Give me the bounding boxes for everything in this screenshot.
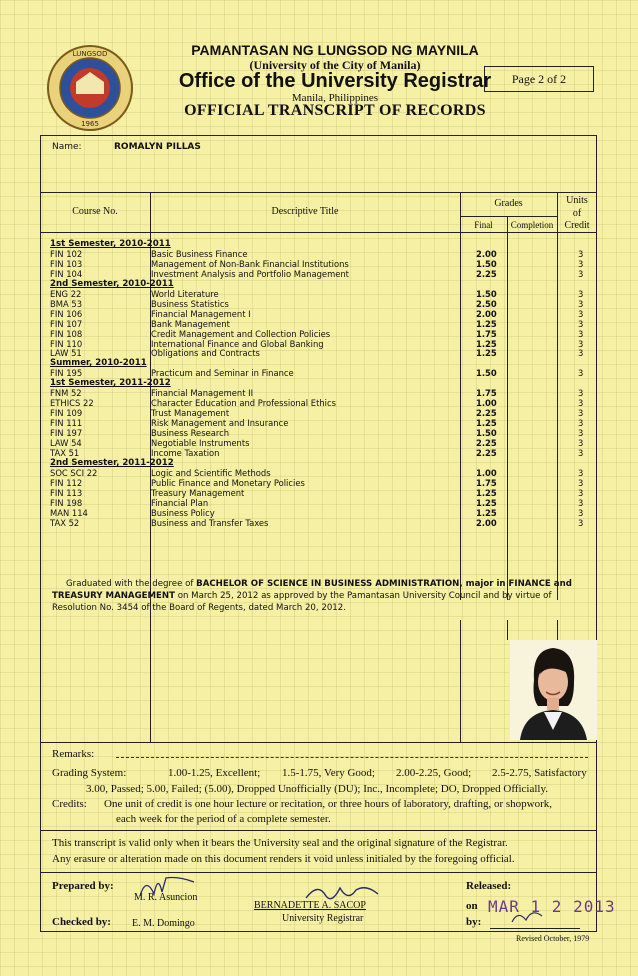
table-row (50, 348, 590, 358)
col-course-no: Course No. (72, 206, 118, 217)
course-title: Treasury Management (151, 487, 245, 498)
course-code: FIN 107 (50, 318, 83, 329)
table-row (50, 319, 590, 329)
table-row (50, 478, 590, 488)
course-code: FIN 110 (50, 338, 83, 349)
by-line (490, 928, 580, 929)
preparer-name: M. R. Asuncion (134, 892, 198, 903)
course-title: Investment Analysis and Portfolio Management (151, 268, 349, 279)
prepared-by-label: Prepared by: (52, 880, 114, 892)
table-row (50, 448, 590, 458)
course-code: TAX 52 (50, 517, 80, 528)
course-code: FIN 103 (50, 258, 83, 269)
final-grade: 2.00 (476, 248, 497, 259)
semester-heading (50, 358, 590, 368)
table-row (50, 468, 590, 478)
credit-units: 3 (578, 328, 584, 339)
course-title: Logic and Scientific Methods (151, 467, 271, 478)
course-code: FIN 112 (50, 477, 83, 488)
final-grade: 1.75 (476, 328, 497, 339)
course-title: Business Policy (151, 507, 215, 518)
remarks-label: Remarks: (52, 748, 95, 760)
table-row (50, 249, 590, 259)
course-code: FIN 109 (50, 408, 83, 419)
rule-col-title-lower (460, 620, 461, 742)
credit-units: 3 (578, 348, 584, 359)
course-title: Risk Management and Insurance (151, 418, 289, 429)
table-row (50, 309, 590, 319)
grading-other: 3.00, Passed; 5.00, Failed; (5.00), Dropped Unofficially (DU); Inc., Incomplete; DO, Dropped Officially. (86, 783, 548, 795)
table-row (50, 428, 590, 438)
col-units-of: of (572, 208, 582, 219)
final-grade: 1.00 (476, 398, 497, 409)
on-label: on (466, 900, 478, 912)
rule-remarks-bottom (40, 830, 597, 831)
semester-label: 2nd Semester, 2011-2012 (50, 457, 174, 468)
course-title: Financial Management I (151, 308, 251, 319)
credit-units: 3 (578, 428, 584, 439)
grading-good: 2.00-2.25, Good; (396, 767, 472, 779)
course-title: Character Education and Professional Ethics (151, 398, 336, 409)
table-row (50, 488, 590, 498)
course-title: Business Research (151, 428, 230, 439)
graduation-prefix: Graduated with the degree of (66, 579, 197, 589)
student-photo (510, 640, 597, 740)
university-name: PAMANTASAN NG LUNGSOD NG MAYNILA (191, 42, 479, 58)
final-grade: 1.50 (476, 288, 497, 299)
page-number-box (484, 66, 594, 92)
final-grade: 1.75 (476, 388, 497, 399)
rule-header-bottom (40, 232, 597, 233)
credit-units: 3 (578, 258, 584, 269)
course-code: FIN 113 (50, 487, 83, 498)
table-row (50, 269, 590, 279)
graduation-suffix: on March 25, 2012 as approved by the Pamantasan University Council and by virtue of Resolution No. 3454 of the Board of Regents, dated March 20, 2012. (52, 591, 552, 613)
rule-table-bottom (40, 742, 597, 743)
course-code: FIN 104 (50, 268, 83, 279)
remarks-line (116, 757, 588, 758)
final-grade: 2.25 (476, 408, 497, 419)
semester-label: 2nd Semester, 2010-2011 (50, 278, 174, 289)
final-grade: 1.25 (476, 338, 497, 349)
credit-units: 3 (578, 517, 584, 528)
final-grade: 1.50 (476, 428, 497, 439)
semester-label: 1st Semester, 2010-2011 (50, 239, 171, 249)
rule-validity-bottom (40, 872, 597, 873)
table-row (50, 289, 590, 299)
course-code: FIN 106 (50, 308, 83, 319)
course-title: Basic Business Finance (151, 248, 248, 259)
table-row (50, 438, 590, 448)
credit-units: 3 (578, 408, 584, 419)
semester-label: Summer, 2010-2011 (50, 358, 147, 369)
final-grade: 2.25 (476, 438, 497, 448)
semester-heading (50, 239, 590, 249)
city: Manila, Philippines (291, 92, 379, 104)
course-code: FNM 52 (50, 388, 82, 399)
validity-line-1: This transcript is valid only when it bears the University seal and the original signature of the Registrar. (52, 837, 508, 849)
course-title: Financial Management II (151, 388, 254, 399)
course-code: FIN 195 (50, 368, 83, 379)
released-label: Released: (466, 880, 512, 892)
table-row (50, 329, 590, 339)
table-row (50, 398, 590, 408)
final-grade: 1.25 (476, 497, 497, 508)
col-credit: Credit (564, 220, 590, 231)
name-label: Name: (52, 142, 82, 152)
col-descriptive-title: Descriptive Title (271, 206, 339, 217)
office-title: Office of the University Registrar (178, 70, 492, 92)
course-code: MAN 114 (50, 507, 88, 518)
semester-heading (50, 279, 590, 289)
course-title: Public Finance and Monetary Policies (151, 477, 305, 488)
table-row (50, 368, 590, 378)
col-final: Final (474, 220, 493, 230)
page-number: Page 2 of 2 (511, 71, 567, 86)
credit-units: 3 (578, 308, 584, 319)
final-grade: 2.00 (476, 517, 497, 528)
checker-name: E. M. Domingo (132, 918, 195, 929)
course-title: Financial Plan (151, 497, 209, 508)
grading-excellent: 1.00-1.25, Excellent; (168, 767, 261, 779)
registrar-title: University Registrar (282, 913, 364, 924)
col-units: Units (566, 195, 588, 206)
course-title: Negotiable Instruments (151, 438, 250, 448)
course-code: FIN 197 (50, 428, 83, 439)
table-row (50, 508, 590, 518)
svg-text:LUNGSOD: LUNGSOD (72, 50, 108, 58)
release-initial-icon (508, 904, 548, 928)
credit-units: 3 (578, 318, 584, 329)
rule-header-top (40, 192, 597, 193)
revised-note: Revised October, 1979 (516, 934, 590, 943)
course-title: Business Statistics (151, 298, 229, 309)
course-code: LAW 54 (50, 438, 82, 448)
course-title: Income Taxation (151, 447, 220, 458)
credit-units: 3 (578, 438, 584, 448)
credit-units: 3 (578, 507, 584, 518)
course-title: Management of Non-Bank Financial Institutions (151, 258, 349, 269)
course-title: Trust Management (151, 408, 230, 419)
course-code: FIN 108 (50, 328, 83, 339)
checked-by-label: Checked by: (52, 916, 111, 928)
course-title: International Finance and Global Banking (151, 338, 324, 349)
table-row (50, 518, 590, 528)
credit-units: 3 (578, 388, 584, 399)
course-code: BMA 53 (50, 298, 83, 309)
final-grade: 2.25 (476, 268, 497, 279)
credit-units: 3 (578, 368, 584, 379)
final-grade: 1.50 (476, 368, 497, 379)
table-row (50, 259, 590, 269)
credit-units: 3 (578, 288, 584, 299)
final-grade: 1.25 (476, 418, 497, 429)
credits-label: Credits: (52, 798, 87, 810)
student-name: ROMALYN PILLAS (114, 142, 201, 152)
credit-units: 3 (578, 477, 584, 488)
course-title: Practicum and Seminar in Finance (151, 368, 294, 379)
table-row (50, 418, 590, 428)
course-title: Bank Management (151, 318, 230, 329)
credits-line-2: each week for the period of a complete semester. (116, 813, 331, 825)
university-name-english: (University of the City of Manila) (249, 58, 421, 72)
course-title: Credit Management and Collection Policies (151, 328, 331, 339)
course-code: FIN 111 (50, 418, 83, 429)
release-date-stamp: MAR 1 2 2013 (488, 897, 616, 916)
final-grade: 1.00 (476, 467, 497, 478)
course-code: TAX 51 (50, 447, 80, 458)
credit-units: 3 (578, 487, 584, 498)
course-code: LAW 51 (50, 348, 82, 359)
final-grade: 1.25 (476, 487, 497, 498)
grading-label: Grading System: (52, 767, 127, 779)
col-grades: Grades (494, 198, 523, 209)
table-row (50, 339, 590, 349)
credit-units: 3 (578, 248, 584, 259)
by-label: by: (466, 916, 482, 928)
svg-text:1965: 1965 (81, 120, 99, 128)
document-title: OFFICIAL TRANSCRIPT OF RECORDS (184, 102, 486, 119)
credit-units: 3 (578, 418, 584, 429)
semester-label: 1st Semester, 2011-2012 (50, 378, 171, 389)
grading-very-good: 1.5-1.75, Very Good; (282, 767, 375, 779)
course-code: SOC SCI 22 (50, 467, 98, 478)
rule-col-final-lower (507, 620, 508, 640)
course-title: Business and Transfer Taxes (151, 517, 269, 528)
credit-units: 3 (578, 497, 584, 508)
credit-units: 3 (578, 398, 584, 409)
table-row (50, 388, 590, 398)
table-row (50, 408, 590, 418)
university-seal-icon (46, 44, 134, 132)
credit-units: 3 (578, 467, 584, 478)
final-grade: 1.75 (476, 477, 497, 488)
credit-units: 3 (578, 338, 584, 349)
semester-heading (50, 378, 590, 388)
credits-line-1: One unit of credit is one hour lecture or recitation, or three hours of laboratory, drafting, or shopwork, (104, 798, 553, 810)
course-code: FIN 198 (50, 497, 83, 508)
course-code: FIN 102 (50, 248, 83, 259)
grading-satisfactory: 2.5-2.75, Satisfactory (492, 767, 587, 779)
course-code: ENG 22 (50, 288, 82, 299)
final-grade: 1.50 (476, 258, 497, 269)
validity-line-2: Any erasure or alteration made on this document renders it void unless initialed by the foregoing official. (52, 853, 515, 865)
registrar-name: BERNADETTE A. SACOP (254, 900, 366, 911)
final-grade: 1.25 (476, 507, 497, 518)
final-grade: 1.25 (476, 318, 497, 329)
final-grade: 1.25 (476, 348, 497, 359)
table-row (50, 498, 590, 508)
course-title: World Literature (151, 288, 219, 299)
credit-units: 3 (578, 268, 584, 279)
final-grade: 2.00 (476, 308, 497, 319)
graduation-degree: BACHELOR OF SCIENCE IN BUSINESS ADMINISTRATION, major in FINANCE and TREASURY MANAGEMENT (52, 579, 572, 601)
col-completion: Completion (510, 220, 554, 230)
rule-col-completion-lower (557, 620, 558, 640)
credit-units: 3 (578, 298, 584, 309)
final-grade: 2.50 (476, 298, 497, 309)
course-title: Obligations and Contracts (151, 348, 260, 359)
course-code: ETHICS 22 (50, 398, 94, 409)
graduation-statement (52, 578, 588, 614)
semester-heading (50, 458, 590, 468)
table-row (50, 299, 590, 309)
rule-grades-split (460, 216, 557, 217)
final-grade: 2.25 (476, 447, 497, 458)
credit-units: 3 (578, 447, 584, 458)
